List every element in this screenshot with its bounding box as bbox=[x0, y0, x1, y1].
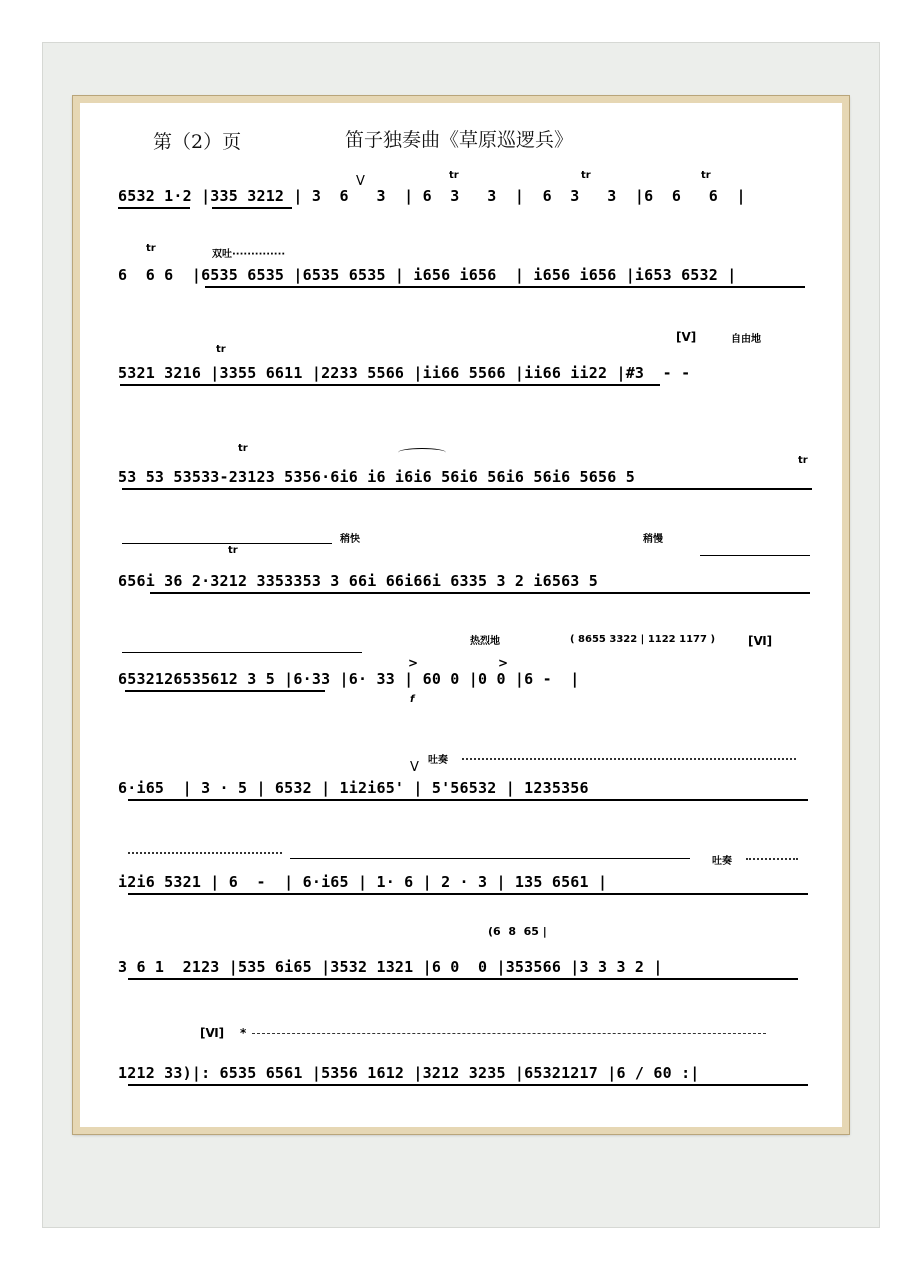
slightly-slower-mark: 稍慢 bbox=[643, 534, 663, 545]
passionately-mark: 热烈地 bbox=[470, 636, 500, 647]
dynamic-f: f bbox=[410, 694, 415, 705]
tonguing-mark: 吐奏 bbox=[712, 856, 732, 867]
notation-row-8: i2i6 5321 | 6 - | 6·i65 | 1· 6 | 2 · 3 | 135 6561 | bbox=[118, 873, 608, 891]
breath-mark: V bbox=[410, 760, 419, 775]
accent-mark: > bbox=[408, 656, 419, 670]
section-tag-v: [Ⅴ] bbox=[676, 330, 697, 344]
trill-mark: tr bbox=[449, 170, 459, 181]
section-tag-vi: [Ⅵ] bbox=[748, 634, 773, 648]
trill-mark: tr bbox=[228, 545, 238, 556]
trill-mark: tr bbox=[798, 455, 808, 466]
notation-row-1: 6532 1·2 |335 3212 | 3 6 3 | 6 3 3 | 6 3 3 |6 6 6 | bbox=[118, 187, 746, 205]
trill-mark: tr bbox=[146, 243, 156, 254]
notation-row-5: 656i 36 2·3212 3353353 3 66i 66i66i 6335 3 2 i6563 5 bbox=[118, 572, 598, 590]
free-tempo-mark: 自由地 bbox=[731, 334, 761, 345]
star-mark: * bbox=[240, 1026, 247, 1040]
section-tag-vi: [Ⅵ] bbox=[200, 1026, 225, 1040]
notation-row-7: 6·i65 | 3 · 5 | 6532 | 1i2i65' | 5'56532 | 1235356 bbox=[118, 779, 589, 797]
trill-mark: tr bbox=[701, 170, 711, 181]
slightly-faster-mark: 稍快 bbox=[340, 534, 360, 545]
breath-mark: V bbox=[356, 174, 365, 189]
notation-row-6: 6532126535612 3 5 |6·33 |6· 33 | 60 0 |0 0 |6 - | bbox=[118, 670, 580, 688]
accent-mark: > bbox=[498, 656, 509, 670]
notation-row-10: 1212 33)|: 6535 6561 |5356 1612 |3212 3235 |65321217 |6 / 60 :| bbox=[118, 1064, 700, 1082]
trill-mark: tr bbox=[581, 170, 591, 181]
trill-mark: tr bbox=[238, 443, 248, 454]
notation-row-4: 53 53 53533-23123 5356·6i6 i6 i6i6 56i6 56i6 56i6 5656 5 bbox=[118, 468, 635, 486]
notation-row-3: 5321 3216 |3355 6611 |2233 5566 |ii66 5566 |ii66 ii22 |#3 - - bbox=[118, 364, 691, 382]
trill-mark: tr bbox=[216, 344, 226, 355]
parenthetical-phrase: (6 8 65 | bbox=[488, 925, 547, 938]
notation-row-2: 6 6 6 |6535 6535 |6535 6535 | i656 i656 | i656 i656 |i653 6532 | bbox=[118, 266, 737, 284]
piece-title: 笛子独奏曲《草原巡逻兵》 bbox=[345, 129, 574, 151]
tonguing-mark: 吐奏 bbox=[428, 755, 448, 766]
notation-row-9: 3 6 1 2123 |535 6i65 |3532 1321 |6 0 0 |353566 |3 3 3 2 | bbox=[118, 958, 663, 976]
double-tongue-mark: 双吐·············· bbox=[212, 249, 286, 260]
page-number: 第（2）页 bbox=[153, 131, 242, 153]
parenthetical-phrase: ( 8655 3322 | 1122 1177 ) bbox=[570, 634, 716, 645]
